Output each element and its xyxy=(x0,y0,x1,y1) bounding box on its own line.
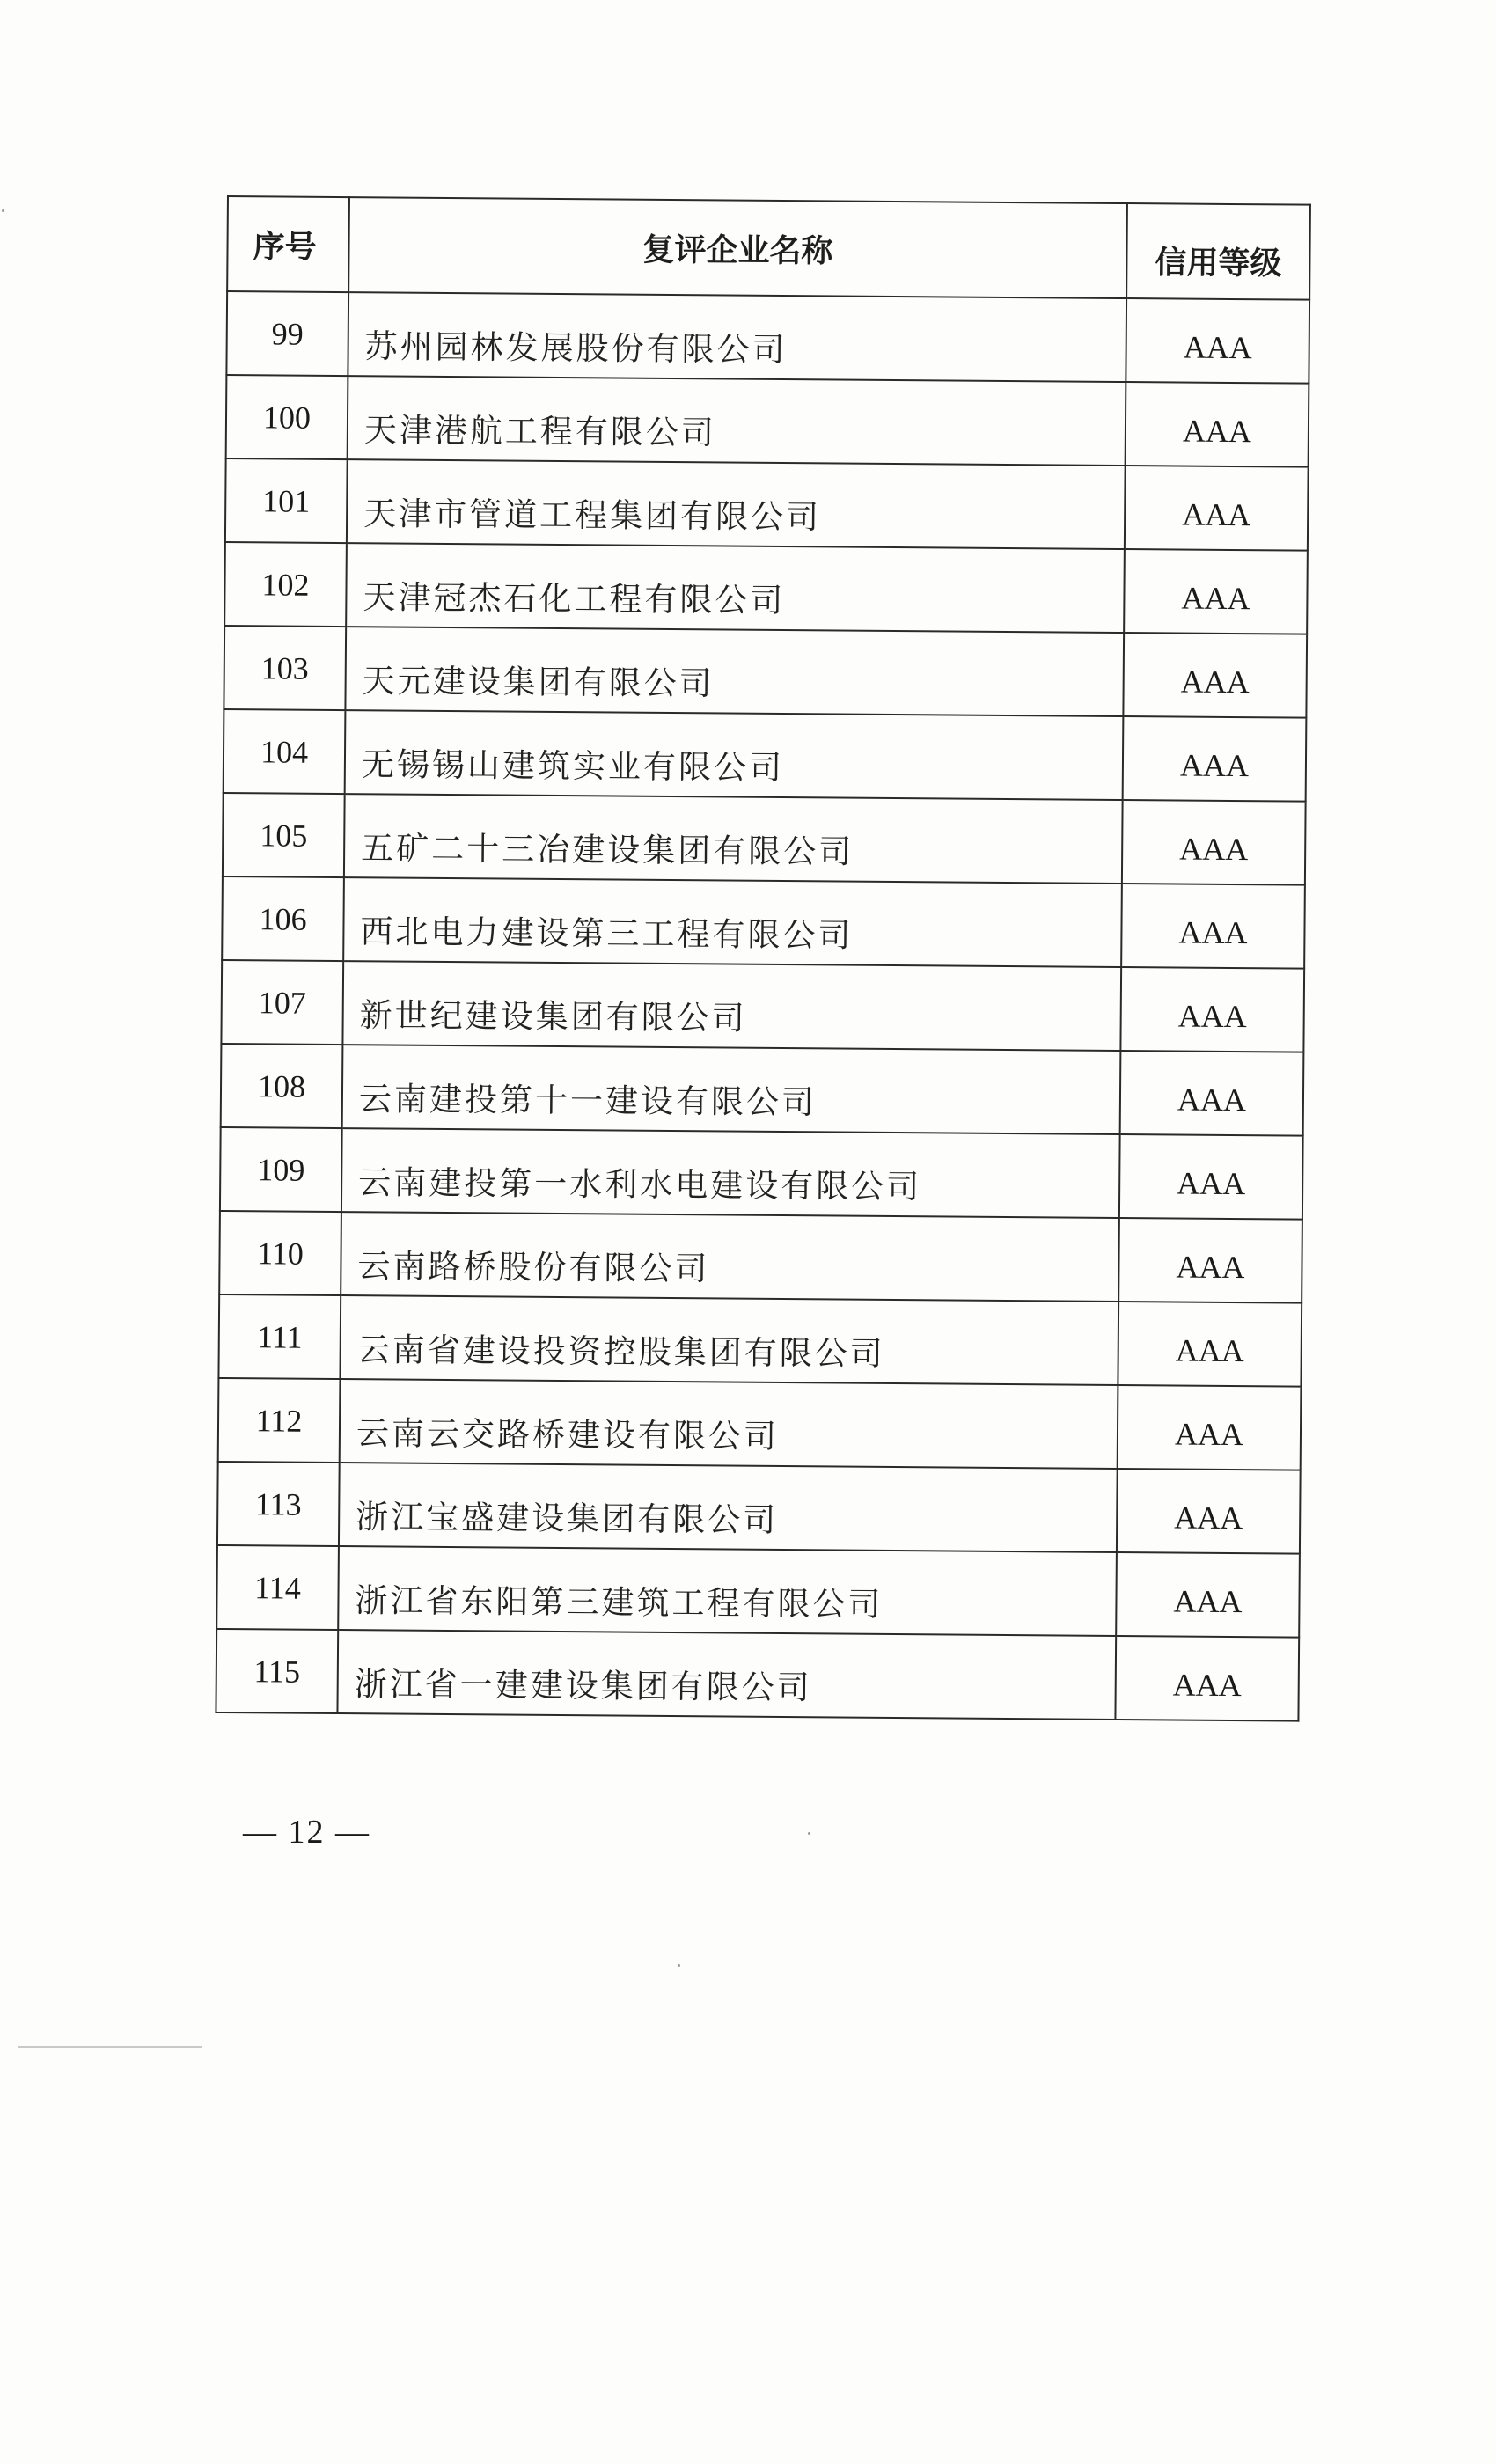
row-serial-number: 115 xyxy=(216,1629,338,1713)
table-row xyxy=(219,1211,1302,1303)
table-row xyxy=(216,1629,1299,1721)
table-row xyxy=(226,375,1309,467)
table-row xyxy=(218,1378,1302,1470)
row-company-name: 云南建投第十一建设有限公司 xyxy=(342,1045,1121,1134)
header-serial-number: 序号 xyxy=(227,196,349,292)
row-company-name: 浙江宝盛建设集团有限公司 xyxy=(339,1463,1118,1552)
header-company-name: 复评企业名称 xyxy=(348,197,1127,298)
row-company-name: 天津冠杰石化工程有限公司 xyxy=(346,543,1125,633)
table-row xyxy=(217,1462,1301,1554)
row-company-name: 苏州园林发展股份有限公司 xyxy=(348,292,1126,382)
row-credit-level: AAA xyxy=(1124,549,1308,634)
table-row xyxy=(223,793,1306,885)
row-serial-number: 101 xyxy=(225,458,348,543)
row-company-name: 云南云交路桥建设有限公司 xyxy=(340,1379,1118,1469)
row-credit-level: AAA xyxy=(1126,382,1309,467)
row-serial-number: 112 xyxy=(218,1378,341,1463)
row-company-name: 云南省建设投资控股集团有限公司 xyxy=(340,1295,1118,1385)
scan-artifact-dot xyxy=(2,209,4,212)
row-credit-level: AAA xyxy=(1121,884,1305,969)
row-serial-number: 114 xyxy=(216,1545,339,1630)
row-credit-level: AAA xyxy=(1123,716,1307,802)
row-serial-number: 102 xyxy=(224,542,347,627)
row-credit-level: AAA xyxy=(1126,298,1309,384)
table-row xyxy=(221,1044,1304,1136)
row-serial-number: 105 xyxy=(223,793,345,877)
row-serial-number: 103 xyxy=(224,626,346,710)
credit-rating-table xyxy=(215,195,1311,1722)
row-company-name: 天元建设集团有限公司 xyxy=(345,627,1124,716)
row-credit-level: AAA xyxy=(1118,1385,1302,1470)
table-row xyxy=(218,1294,1302,1387)
row-company-name: 新世纪建设集团有限公司 xyxy=(342,961,1121,1051)
row-credit-level: AAA xyxy=(1122,800,1306,885)
row-serial-number: 107 xyxy=(221,960,343,1045)
row-credit-level: AAA xyxy=(1115,1636,1299,1721)
row-credit-level: AAA xyxy=(1120,967,1304,1052)
scan-artifact-dot xyxy=(808,1832,810,1835)
row-credit-level: AAA xyxy=(1120,1051,1304,1136)
table-header-row xyxy=(227,196,1310,300)
row-serial-number: 109 xyxy=(220,1127,342,1212)
row-serial-number: 100 xyxy=(226,375,348,459)
row-credit-level: AAA xyxy=(1117,1469,1301,1554)
row-serial-number: 113 xyxy=(217,1462,340,1546)
row-serial-number: 99 xyxy=(226,291,348,376)
row-credit-level: AAA xyxy=(1118,1302,1302,1387)
row-company-name: 天津市管道工程集团有限公司 xyxy=(347,459,1126,549)
row-serial-number: 111 xyxy=(218,1294,341,1379)
row-credit-level: AAA xyxy=(1116,1552,1300,1638)
table-row xyxy=(226,291,1309,384)
row-company-name: 天津港航工程有限公司 xyxy=(348,376,1126,466)
row-serial-number: 104 xyxy=(224,709,346,794)
table-row xyxy=(224,709,1307,802)
table-row xyxy=(225,458,1309,551)
table-row xyxy=(220,1127,1303,1220)
table-row xyxy=(224,626,1307,718)
row-company-name: 五矿二十三冶建设集团有限公司 xyxy=(344,794,1123,884)
row-company-name: 无锡锡山建筑实业有限公司 xyxy=(345,710,1124,800)
table-row xyxy=(222,876,1305,969)
table-row xyxy=(224,542,1308,634)
page-number: — 12 — xyxy=(243,1814,370,1851)
row-serial-number: 106 xyxy=(222,876,344,961)
table-row xyxy=(216,1545,1300,1638)
header-credit-level: 信用等级 xyxy=(1126,203,1310,300)
scan-artifact-dot xyxy=(678,1964,680,1967)
row-company-name: 云南路桥股份有限公司 xyxy=(341,1212,1119,1302)
row-credit-level: AAA xyxy=(1125,466,1309,551)
scan-artifact-line xyxy=(18,2046,202,2048)
row-company-name: 西北电力建设第三工程有限公司 xyxy=(343,877,1122,967)
table-row xyxy=(221,960,1304,1052)
credit-table-container xyxy=(215,195,1309,1722)
row-credit-level: AAA xyxy=(1118,1218,1302,1303)
row-company-name: 浙江省一建建设集团有限公司 xyxy=(337,1630,1116,1720)
row-credit-level: AAA xyxy=(1119,1134,1303,1220)
row-company-name: 浙江省东阳第三建筑工程有限公司 xyxy=(338,1546,1117,1636)
row-serial-number: 110 xyxy=(219,1211,341,1295)
row-serial-number: 108 xyxy=(221,1044,343,1128)
row-credit-level: AAA xyxy=(1123,633,1307,718)
row-company-name: 云南建投第一水利水电建设有限公司 xyxy=(341,1128,1120,1218)
